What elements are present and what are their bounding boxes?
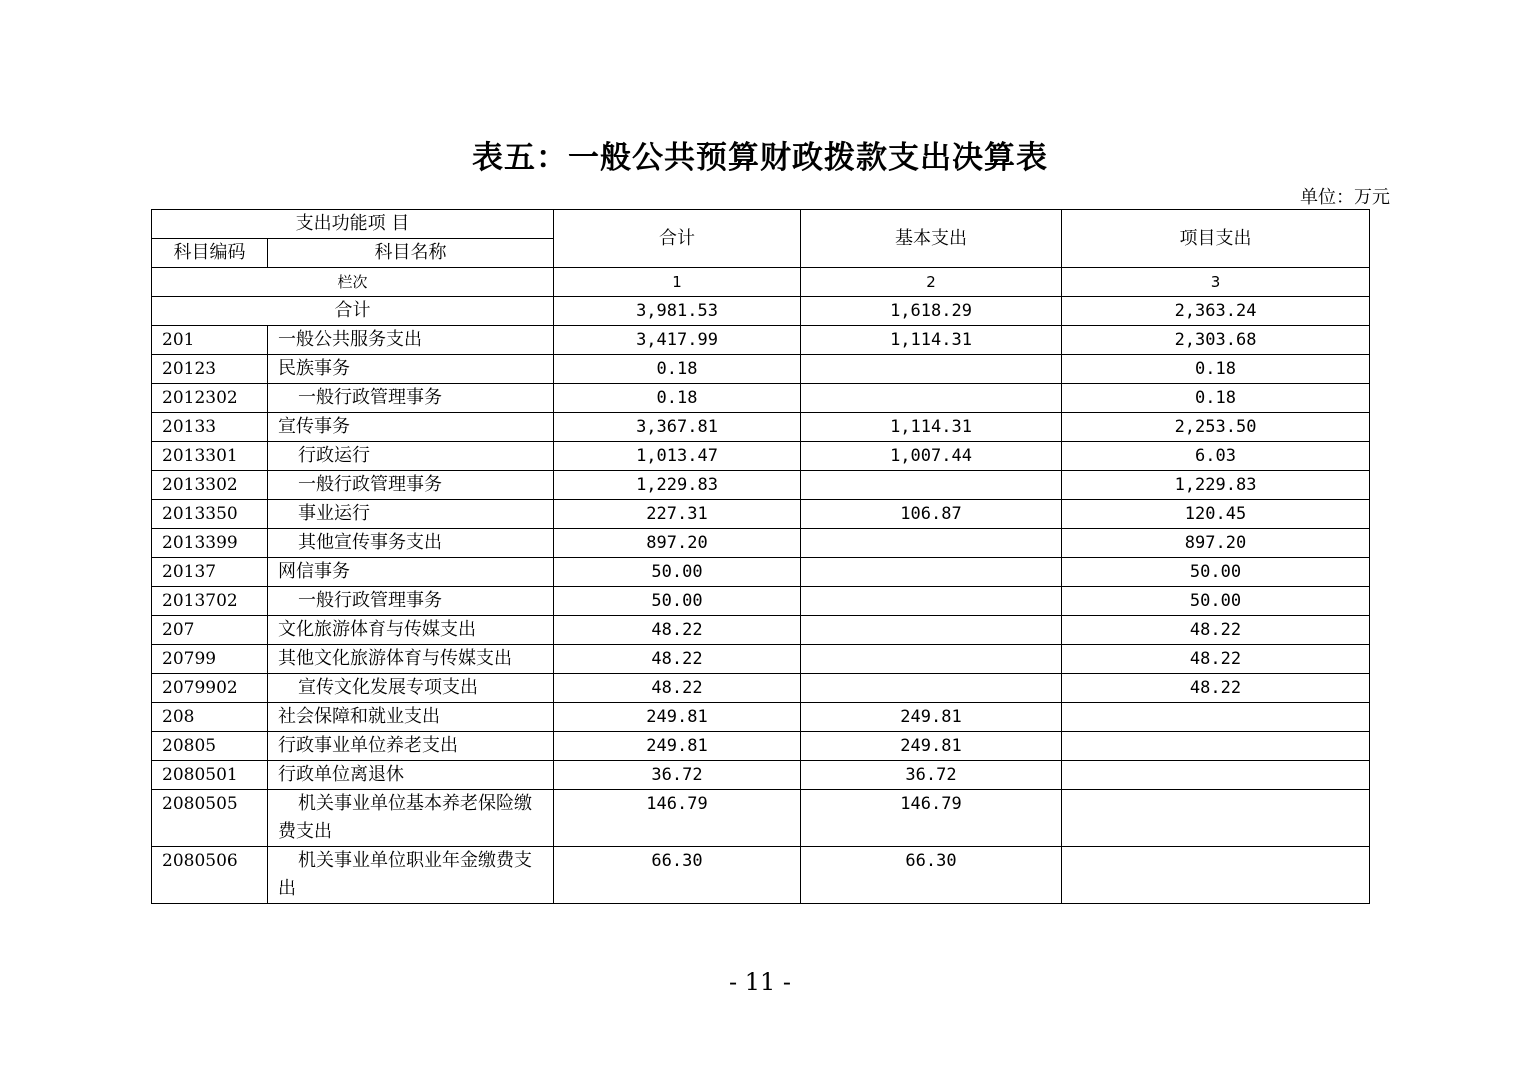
row-total: 36.72: [554, 761, 801, 790]
table-row: [152, 790, 1370, 847]
table-row: [152, 384, 1370, 413]
row-basic: [801, 471, 1062, 500]
row-name: 行政运行: [268, 442, 554, 471]
sequence-row: [152, 268, 1370, 297]
row-total: 1,229.83: [554, 471, 801, 500]
row-name: 行政单位离退休: [268, 761, 554, 790]
project-header: 项目支出: [1062, 210, 1370, 268]
table-row: [152, 616, 1370, 645]
header-row-1: [152, 210, 1370, 239]
total-basic: 1,618.29: [801, 297, 1062, 326]
total-label: 合计: [152, 297, 554, 326]
name-header: 科目名称: [268, 239, 554, 268]
total-header: 合计: [554, 210, 801, 268]
table-row: [152, 442, 1370, 471]
row-code: 20133: [152, 413, 268, 442]
row-basic: [801, 587, 1062, 616]
seq-2: 2: [801, 268, 1062, 297]
seq-label: 栏次: [152, 268, 554, 297]
row-total: 3,417.99: [554, 326, 801, 355]
total-project: 2,363.24: [1062, 297, 1370, 326]
row-code: 2013301: [152, 442, 268, 471]
row-name: 宣传文化发展专项支出: [268, 674, 554, 703]
row-code: 201: [152, 326, 268, 355]
row-name: 一般行政管理事务: [268, 384, 554, 413]
total-row: [152, 297, 1370, 326]
row-project: 897.20: [1062, 529, 1370, 558]
row-code: 2013702: [152, 587, 268, 616]
row-project: [1062, 703, 1370, 732]
row-basic: 106.87: [801, 500, 1062, 529]
row-project: 50.00: [1062, 587, 1370, 616]
row-name: 一般公共服务支出: [268, 326, 554, 355]
function-item-header: 支出功能项 目: [152, 210, 554, 239]
row-name: 社会保障和就业支出: [268, 703, 554, 732]
row-project: 2,303.68: [1062, 326, 1370, 355]
row-total: 48.22: [554, 674, 801, 703]
page-number: - 11 -: [728, 968, 791, 996]
row-basic: 1,114.31: [801, 326, 1062, 355]
row-project: 1,229.83: [1062, 471, 1370, 500]
row-project: 48.22: [1062, 645, 1370, 674]
row-name: 机关事业单位职业年金缴费支出: [268, 847, 554, 904]
row-name: 网信事务: [268, 558, 554, 587]
row-total: 897.20: [554, 529, 801, 558]
row-project: [1062, 761, 1370, 790]
row-total: 227.31: [554, 500, 801, 529]
total-sum: 3,981.53: [554, 297, 801, 326]
row-basic: 249.81: [801, 732, 1062, 761]
row-total: 0.18: [554, 355, 801, 384]
row-total: 50.00: [554, 558, 801, 587]
row-basic: 1,007.44: [801, 442, 1062, 471]
row-code: 20137: [152, 558, 268, 587]
row-project: [1062, 847, 1370, 904]
page-title: 表五：一般公共预算财政拨款支出决算表: [472, 140, 1048, 176]
row-project: [1062, 732, 1370, 761]
row-total: 3,367.81: [554, 413, 801, 442]
table-row: [152, 500, 1370, 529]
row-name: 一般行政管理事务: [268, 587, 554, 616]
seq-1: 1: [554, 268, 801, 297]
table-row: [152, 355, 1370, 384]
code-header: 科目编码: [152, 239, 268, 268]
row-name: 民族事务: [268, 355, 554, 384]
row-basic: [801, 384, 1062, 413]
row-name: 其他宣传事务支出: [268, 529, 554, 558]
row-project: 6.03: [1062, 442, 1370, 471]
row-basic: 1,114.31: [801, 413, 1062, 442]
row-total: 1,013.47: [554, 442, 801, 471]
row-code: 2080506: [152, 847, 268, 904]
row-project: 50.00: [1062, 558, 1370, 587]
row-total: 66.30: [554, 847, 801, 904]
table-row: [152, 413, 1370, 442]
row-name: 机关事业单位基本养老保险缴费支出: [268, 790, 554, 847]
seq-3: 3: [1062, 268, 1370, 297]
basic-header: 基本支出: [801, 210, 1062, 268]
row-code: 207: [152, 616, 268, 645]
row-basic: [801, 645, 1062, 674]
row-project: 0.18: [1062, 384, 1370, 413]
table-row: [152, 847, 1370, 904]
row-code: 20123: [152, 355, 268, 384]
row-basic: [801, 558, 1062, 587]
row-code: 2080505: [152, 790, 268, 847]
row-project: 48.22: [1062, 674, 1370, 703]
row-project: 2,253.50: [1062, 413, 1370, 442]
expenditure-table: [151, 209, 1370, 904]
row-name: 文化旅游体育与传媒支出: [268, 616, 554, 645]
row-total: 249.81: [554, 703, 801, 732]
row-basic: 146.79: [801, 790, 1062, 847]
row-name: 其他文化旅游体育与传媒支出: [268, 645, 554, 674]
row-code: 2012302: [152, 384, 268, 413]
row-total: 146.79: [554, 790, 801, 847]
row-project: [1062, 790, 1370, 847]
table-row: [152, 761, 1370, 790]
table-row: [152, 471, 1370, 500]
row-basic: 36.72: [801, 761, 1062, 790]
row-basic: [801, 616, 1062, 645]
row-total: 0.18: [554, 384, 801, 413]
row-code: 2013302: [152, 471, 268, 500]
row-total: 48.22: [554, 645, 801, 674]
unit-label: 单位：万元: [1300, 187, 1390, 208]
row-basic: [801, 529, 1062, 558]
row-code: 2013350: [152, 500, 268, 529]
row-name: 事业运行: [268, 500, 554, 529]
row-project: 0.18: [1062, 355, 1370, 384]
table-row: [152, 326, 1370, 355]
row-code: 20799: [152, 645, 268, 674]
table-row: [152, 587, 1370, 616]
row-total: 50.00: [554, 587, 801, 616]
table-row: [152, 703, 1370, 732]
row-basic: [801, 674, 1062, 703]
table-row: [152, 558, 1370, 587]
row-name: 一般行政管理事务: [268, 471, 554, 500]
row-project: 48.22: [1062, 616, 1370, 645]
table-row: [152, 674, 1370, 703]
row-total: 249.81: [554, 732, 801, 761]
row-project: 120.45: [1062, 500, 1370, 529]
table-row: [152, 529, 1370, 558]
row-basic: 249.81: [801, 703, 1062, 732]
row-code: 2080501: [152, 761, 268, 790]
row-basic: 66.30: [801, 847, 1062, 904]
row-code: 20805: [152, 732, 268, 761]
table-row: [152, 732, 1370, 761]
table-row: [152, 645, 1370, 674]
row-name: 行政事业单位养老支出: [268, 732, 554, 761]
row-code: 208: [152, 703, 268, 732]
row-total: 48.22: [554, 616, 801, 645]
row-code: 2079902: [152, 674, 268, 703]
row-code: 2013399: [152, 529, 268, 558]
row-basic: [801, 355, 1062, 384]
row-name: 宣传事务: [268, 413, 554, 442]
